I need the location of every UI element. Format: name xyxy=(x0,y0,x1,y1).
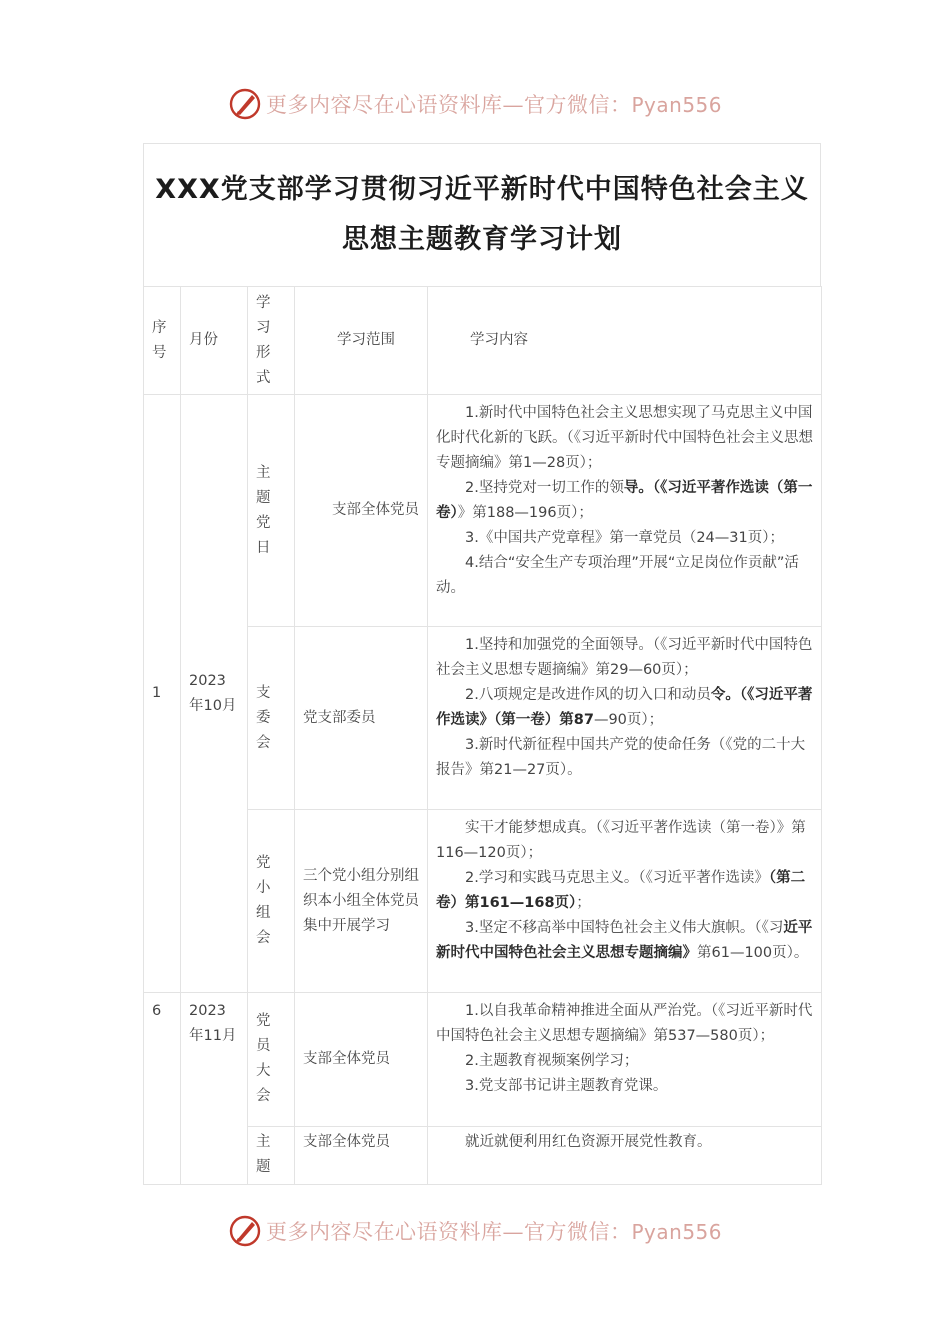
header-scope: 学习范围 xyxy=(295,287,428,395)
form-cell: 主题 xyxy=(248,1127,295,1185)
content-item: 3.坚定不移高举中国特色社会主义伟大旗帜。（《习近平新时代中国特色社会主义思想专题摘编》第61—100页）。 xyxy=(436,920,813,961)
content-item: 3.党支部书记讲主题教育党课。 xyxy=(465,1078,668,1094)
month-cell: 2023年11月 xyxy=(181,993,248,1185)
content-cell xyxy=(428,1127,822,1185)
header-content: 学习内容 xyxy=(428,287,822,395)
content-cell xyxy=(428,627,822,810)
header-form: 学习形式 xyxy=(248,287,295,395)
content-item: 1.以自我革命精神推进全面从严治党。（《习近平新时代中国特色社会主义思想专题摘编》第537—580页）； xyxy=(436,1003,813,1044)
content-item: 2.坚持党对一切工作的领导。（《习近平著作选读（第一卷）》第188—196页）； xyxy=(436,480,813,521)
study-plan-table xyxy=(143,286,822,1185)
banner-text: 更多内容尽在心语资料库—官方微信：Pyan556 xyxy=(265,93,722,117)
form-cell: 主题党日 xyxy=(248,395,295,627)
watermark-banner-bottom xyxy=(0,1211,950,1251)
form-cell: 支委会 xyxy=(248,627,295,810)
page-title-line-2: 思想主题教育学习计划 xyxy=(342,224,622,255)
content-item: 就近就便利用红色资源开展党性教育。 xyxy=(465,1134,712,1150)
form-cell: 党员大会 xyxy=(248,993,295,1127)
content-item: 3.《中国共产党章程》第一章党员（24—31页）； xyxy=(465,530,784,546)
scope-cell: 支部全体党员 xyxy=(295,1127,428,1185)
content-cell xyxy=(428,993,822,1127)
content-item: 1.新时代中国特色社会主义思想实现了马克思主义中国化时代化新的飞跃。（《习近平新时代中国特色社会主义思想专题摘编》第1—28页）； xyxy=(436,405,813,471)
watermark-banner-top xyxy=(0,84,950,124)
study-plan-document xyxy=(143,143,821,1185)
content-item: 3.新时代新征程中国共产党的使命任务（《党的二十大报告》第21—27页）。 xyxy=(436,737,806,778)
content-item: 2.学习和实践马克思主义。（《习近平著作选读》（第二卷）第161—168页）； xyxy=(436,870,806,911)
scope-cell: 支部全体党员 xyxy=(295,395,428,627)
header-month: 月份 xyxy=(181,287,248,395)
seq-cell: 6 xyxy=(144,993,181,1185)
form-cell: 党小组会 xyxy=(248,810,295,993)
table-row xyxy=(144,395,822,627)
title-box xyxy=(143,143,821,286)
content-item: 实干才能梦想成真。（《习近平著作选读（第一卷）》第116—120页）； xyxy=(436,820,806,861)
scope-cell: 党支部委员 xyxy=(295,627,428,810)
content-cell xyxy=(428,810,822,993)
content-cell xyxy=(428,395,822,627)
banner-text: 更多内容尽在心语资料库—官方微信：Pyan556 xyxy=(265,1220,722,1244)
header-seq: 序号 xyxy=(144,287,181,395)
seq-cell: 1 xyxy=(144,395,181,993)
content-item: 1.坚持和加强党的全面领导。（《习近平新时代中国特色社会主义思想专题摘编》第29—60页）； xyxy=(436,637,813,678)
content-item: 2.主题教育视频案例学习； xyxy=(465,1053,639,1069)
scope-cell: 三个党小组分别组织本小组全体党员集中开展学习 xyxy=(295,810,428,993)
month-cell: 2023年10月 xyxy=(181,395,248,993)
quill-pen-logo-icon xyxy=(228,87,262,121)
table-row xyxy=(144,993,822,1127)
quill-pen-logo-icon xyxy=(228,1214,262,1248)
table-header-row xyxy=(144,287,822,395)
content-item: 2.八项规定是改进作风的切入口和动员令。（《习近平著作选读》（第一卷）第87—90页）； xyxy=(436,687,813,728)
scope-cell: 支部全体党员 xyxy=(295,993,428,1127)
content-item: 4.结合“安全生产专项治理”开展“立足岗位作贡献”活动。 xyxy=(436,555,799,596)
page-title-line-1: XXX党支部学习贯彻习近平新时代中国特色社会主义 xyxy=(155,174,809,205)
